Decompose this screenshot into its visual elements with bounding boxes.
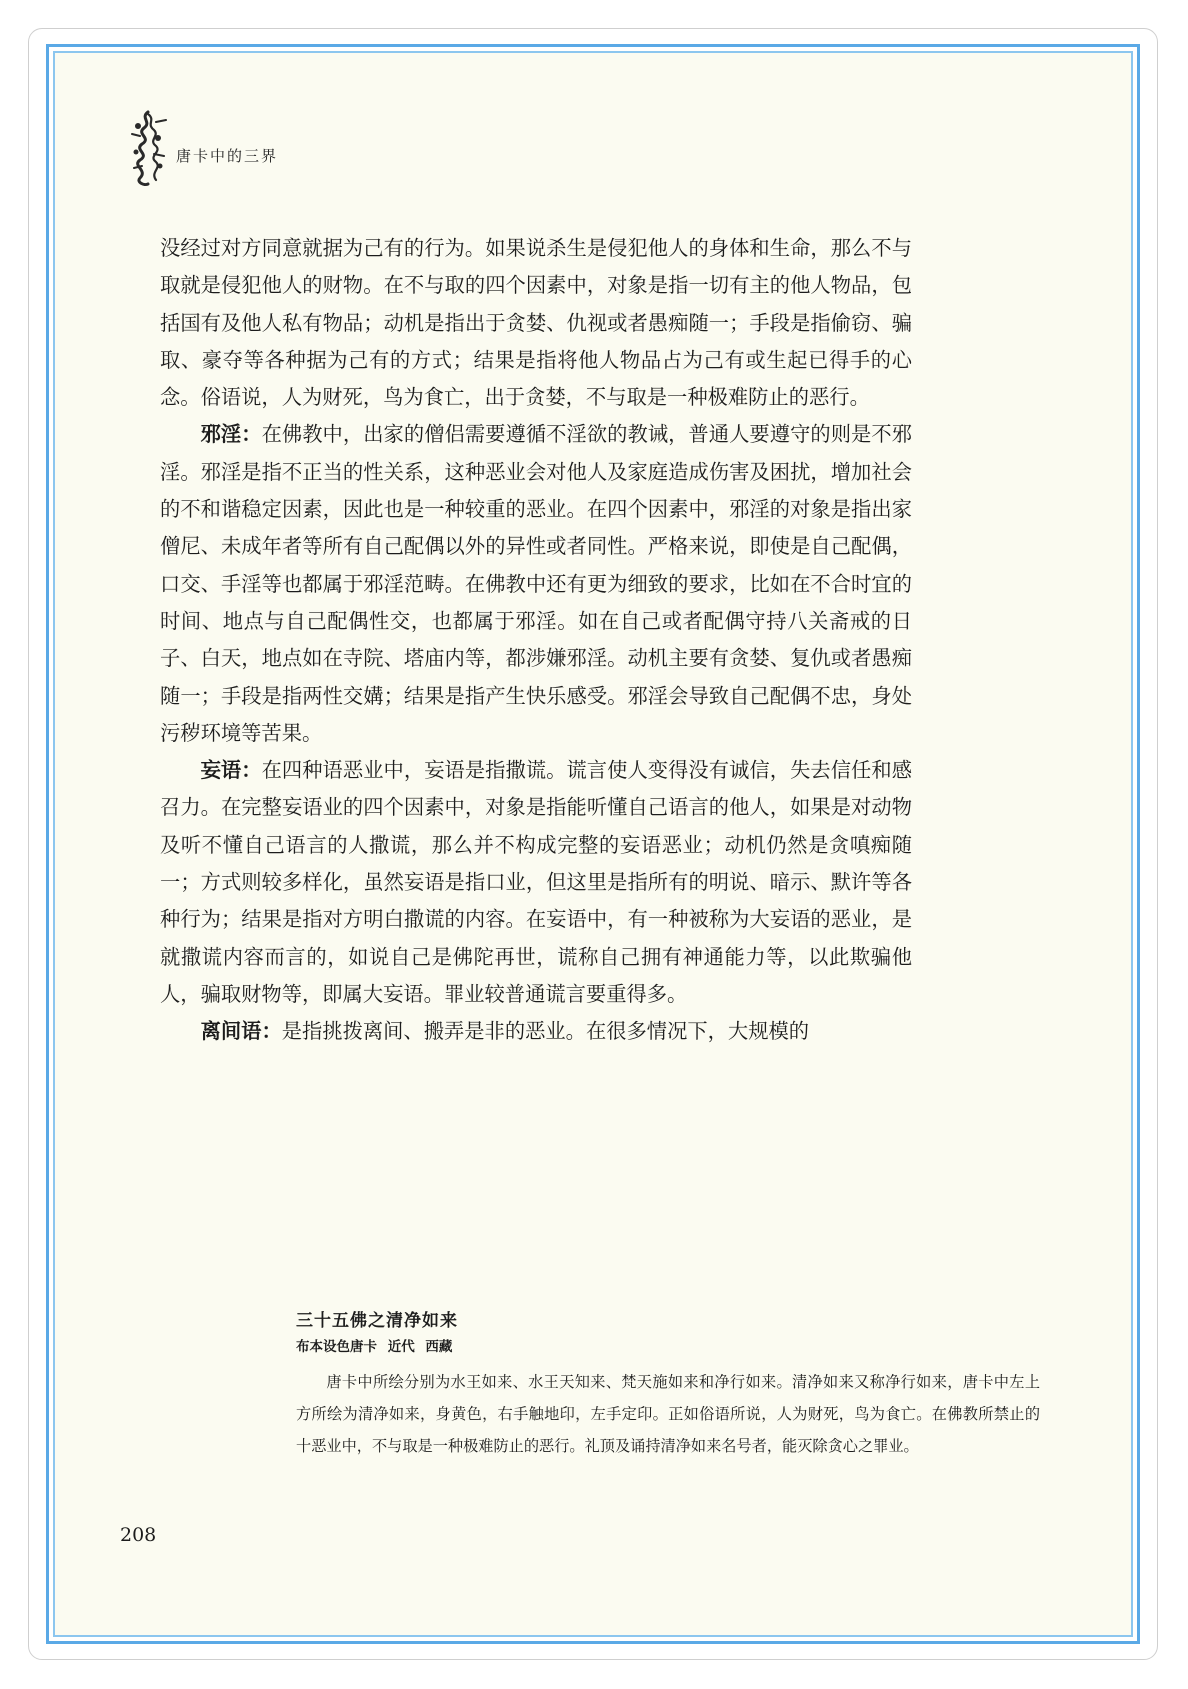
paragraph-text: 是指挑拨离间、搬弄是非的恶业。在很多情况下，大规模的 — [281, 1019, 810, 1044]
main-body-text — [160, 230, 912, 1051]
page-number: 208 — [120, 1524, 157, 1546]
paragraph-sexual-misconduct — [160, 416, 912, 752]
figure-caption — [296, 1308, 1040, 1462]
term-sexual-misconduct: 邪淫： — [200, 422, 262, 447]
caption-title: 三十五佛之清净如来 — [296, 1311, 458, 1331]
caption-subtitle: 布本设色唐卡 近代 西藏 — [296, 1339, 453, 1355]
term-divisive-speech: 离间语： — [200, 1019, 282, 1044]
running-header — [126, 108, 278, 188]
paragraph-divisive-speech — [160, 1013, 912, 1050]
term-false-speech: 妄语： — [200, 758, 262, 783]
section-title: 唐卡中的三界 — [176, 146, 279, 165]
caption-description: 唐卡中所绘分别为水王如来、水王天知来、梵天施如来和净行如来。清净如来又称净行如来，唐卡中左上方所绘为清净如来，身黄色，右手触地印，左手定印。正如俗语所说，人为财死，鸟为食亡。在佛教所禁止的十恶业中，不与取是一种极难防止的恶行。礼顶及诵持清净如来名号者，能灭除贪心之罪业。 — [296, 1373, 1040, 1455]
paragraph-false-speech — [160, 752, 912, 1013]
decorative-flourish-icon — [126, 108, 170, 188]
paragraph-continuation: 没经过对方同意就据为己有的行为。如果说杀生是侵犯他人的身体和生命，那么不与取就是侵犯他人的财物。在不与取的四个因素中，对象是指一切有主的他人物品，包括国有及他人私有物品；动机是指出于贪婪、仇视或者愚痴随一；手段是指偷窃、骗取、豪夺等各种据为己有的方式；结果是指将他人物品占为己有或生起已得手的心念。俗语说，人为财死，鸟为食亡，出于贪婪，不与取是一种极难防止的恶行。 — [160, 236, 912, 410]
paragraph-text: 在佛教中，出家的僧侣需要遵循不淫欲的教诫，普通人要遵守的则是不邪淫。邪淫是指不正当的性关系，这种恶业会对他人及家庭造成伤害及困扰，增加社会的不和谐稳定因素，因此也是一种较重的恶业。在四个因素中，邪淫的对象是指出家僧尼、未成年者等所有自己配偶以外的异性或者同性。严格来说，即使是自己配偶，口交、手淫等也都属于邪淫范畴。在佛教中还有更为细致的要求，比如在不合时宜的时间、地点与自己配偶性交，也都属于邪淫。如在自己或者配偶守持八关斋戒的日子、白天，地点如在寺院、塔庙内等，都涉嫌邪淫。动机主要有贪婪、复仇或者愚痴随一；手段是指两性交媾；结果是指产生快乐感受。邪淫会导致自己配偶不忠，身处污秽环境等苦果。 — [160, 422, 912, 745]
paragraph-text: 在四种语恶业中，妄语是指撒谎。谎言使人变得没有诚信，失去信任和感召力。在完整妄语业的四个因素中，对象是指能听懂自己语言的他人，如果是对动物及听不懂自己语言的人撒谎，那么并不构成完整的妄语恶业；动机仍然是贪嗔痴随一；方式则较多样化，虽然妄语是指口业，但这里是指所有的明说、暗示、默许等各种行为；结果是指对方明白撒谎的内容。在妄语中，有一种被称为大妄语的恶业，是就撒谎内容而言的，如说自己是佛陀再世，谎称自己拥有神通能力等，以此欺骗他人，骗取财物等，即属大妄语。罪业较普通谎言要重得多。 — [160, 758, 912, 1006]
